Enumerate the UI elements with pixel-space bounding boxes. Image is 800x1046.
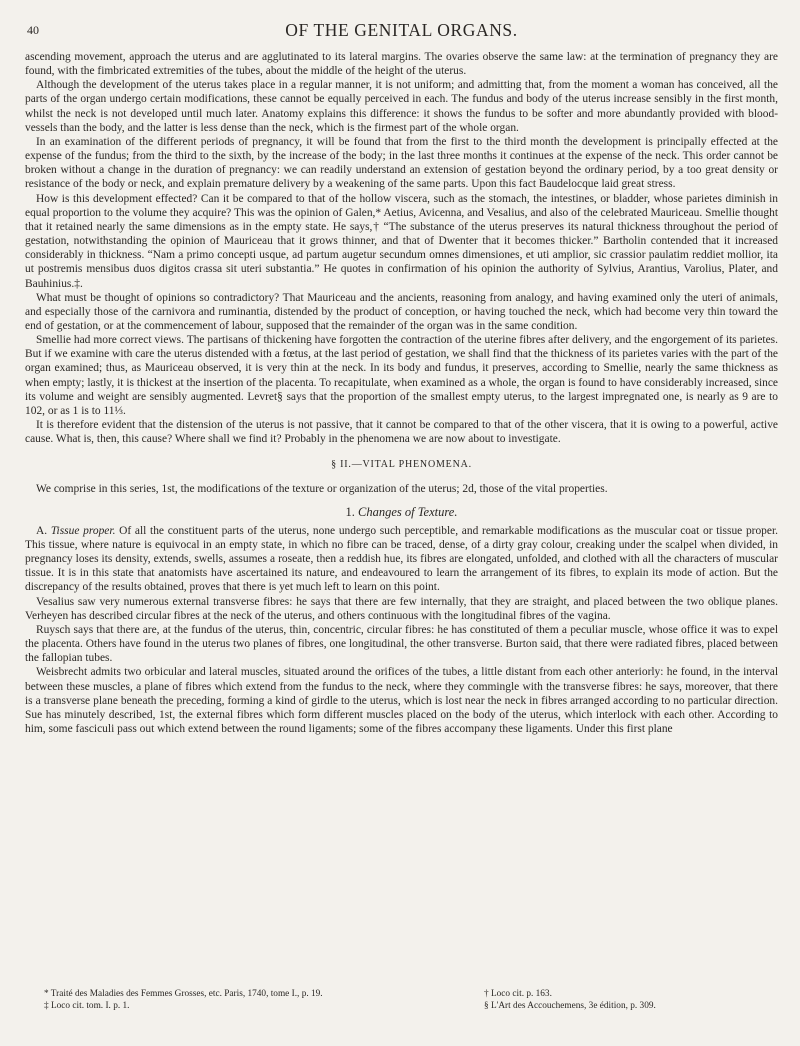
- footnotes: [44, 988, 778, 1012]
- subsection-number: 1.: [345, 504, 355, 519]
- paragraph: [25, 192, 778, 291]
- paragraph-text: Smellie had more correct views. The partisans of thickening have forgotten the contraction of the uterine fibres after delivery, and the engorgement of its parietes. But if we examine with care the uterus distended with a fœtus, at the last period of gestation, we shall find that the thickness of its parietes varies with the part of the organ examined; thus, as Mauriceau observed, it is very thin at the neck. In its body and fundus, it preserves, according to Smellie, nearly the same thickness as when empty; lastly, it is thickest at the insertion of the placenta. To recapitulate, when examined as a whole, the organ is found to have considerably increased, since its volume and weight are sensibly augmented. Levret§ says that the proportion of the smallest empty uterus, to the largest impregnated one, is nearly as 9 are to 102, or as 1 is to 11⅓.: [25, 334, 778, 417]
- footnote: * Traité des Maladies des Femmes Grosses, etc. Paris, 1740, tome I., p. 19.: [44, 989, 323, 999]
- page-number: 40: [27, 23, 39, 37]
- subsection-title: Changes of Texture.: [358, 504, 458, 519]
- footnote: † Loco cit. p. 163.: [484, 989, 552, 999]
- paragraph-text: Ruysch says that there are, at the fundus of the uterus, thin, concentric, circular fibres: he has constituted of them a peculiar muscle, whose office it was to expel the placenta. Others have found in the uterus two planes of fibres, one longitudinal, the other transverse. Burton said, that there were radiated fibres, placed between the fallopian tubes.: [25, 623, 778, 665]
- paragraph-text: It is therefore evident that the distension of the uterus is not passive, that it cannot be compared to that of the other viscera, that it is owing to a powerful, active cause. What is, then, this cause? Where shall we find it? Probably in the phenomena we are now about to investigate.: [25, 419, 778, 446]
- paragraph-text: Although the development of the uterus takes place in a regular manner, it is not uniform; and admitting that, from the moment a woman has conceived, all the parts of the organ undergo certain modifications, these cannot be equally perceived in each. The fundus and body of the uterus increase sensibly in the first month, whilst the neck is not developed until much later. Anatomy explains this difference: it shows the fundus to be softer and more abundantly provided with blood-vessels than the body, and the latter is less dense than the neck, which is the firmest part of the whole organ.: [25, 79, 778, 134]
- paragraph: [25, 333, 778, 418]
- paragraph-text: Vesalius saw very numerous external transverse fibres: he says that there are few internally, that they are straight, and placed between the two oblique planes. Verheyen has described circular fibres at the neck of the uterus, and others continuous with the longitudinal fibres of the vagina.: [25, 595, 778, 622]
- paragraph-group-tissue: [25, 524, 778, 736]
- footnote: ‡ Loco cit. tom. I. p. 1.: [44, 1001, 130, 1011]
- paragraph: [25, 291, 778, 333]
- running-head: OF THE GENITAL ORGANS.: [285, 20, 518, 40]
- paragraph-label: A.: [36, 524, 48, 537]
- paragraph-text: In an examination of the different periods of pregnancy, it will be found that from the first to the third month the development is principally effected at the expense of the fundus; from the third to the sixth, by the increase of the body; in the last three months it continues at the expense of the neck. This order cannot be broken without a change in the duration of pregnancy: we can readily understand an extension of gestation beyond the ordinary period, by a too great density or resistance of the body or neck, and explain premature delivery by a weakening of the same parts. Upon this fact Baudelocque laid great stress.: [25, 135, 778, 191]
- paragraph: [25, 418, 778, 446]
- paragraph: [25, 665, 778, 736]
- paragraph-text: Of all the constituent parts of the uterus, none undergo such perceptible, and remarkable modifications as the muscular coat or tissue proper. This tissue, where nature is equivocal in an empty state, in which no fibre can be traced, dense, of a dirty gray colour, creaking under the scalpel when divided, in pregnancy loses its density, extends, swells, assumes a roseate, then a reddish hue, its fibres are elongated, unfolded, and clothed with all the characters of muscular tissue. It is in this state that anatomists have ascertained its nature, and endeavoured to learn the arrangement of its fibres, to explain its mode of action. But the discrepancy of the results obtained, proves that there is yet much left to learn on this point.: [25, 524, 779, 594]
- body-text: [25, 50, 778, 736]
- paragraph-text: What must be thought of opinions so contradictory? That Mauriceau and the ancients, reasoning from analogy, and having examined only the uteri of animals, and especially those of the carnivora and ruminantia, distended by the product of conception, or having touched the neck, which had become very thin toward the end of gestation, or at the commencement of labour, supposed that the remainder of the organ was in the same condition.: [25, 291, 778, 332]
- section-heading: § II.—VITAL PHENOMENA.: [331, 459, 472, 471]
- paragraph-text: Weisbrecht admits two orbicular and lateral muscles, situated around the orifices of the tubes, a little distant from each other anteriorly: he found, in the interval between these muscles, a plane of fibres which extend from the fundus to the neck, where they commingle with the transverse fibres: he says, moreover, that there is a transverse plane beneath the preceding, forming a kind of girdle to the uterus, which is lost near the neck in fibres arranged according to no particular direction. Sue has minutely described, 1st, the external fibres which form different muscles placed on the body of the uterus, which interlock with each other. According to him, some fasciculi pass out which extend between the round ligaments; some of the fibres accompany these ligaments. Under this first plane: [25, 666, 778, 736]
- page-header: [25, 20, 778, 46]
- paragraph: [25, 524, 778, 595]
- paragraph-text: ascending movement, approach the uterus and are agglutinated to its lateral margins. The ovaries observe the same law: at the termination of pregnancy they are found, with the fimbricated extremities of the tubes, about the middle of the height of the uterus.: [25, 51, 778, 78]
- paragraph-label-title: Tissue proper.: [50, 524, 116, 537]
- paragraph: [25, 78, 778, 135]
- paragraph: [25, 595, 778, 623]
- paragraph: [25, 623, 778, 665]
- paragraph-text: How is this development effected? Can it be compared to that of the hollow viscera, such as the stomach, the intestines, or bladder, whose parietes diminish in equal proportion to the volume they acquire? This was the opinion of Galen,* Aetius, Avicenna, and Vesalius, and also of the celebrated Mauriceau. Smellie thought that it retained nearly the same dimensions as in the empty state. He says,† “The substance of the uterus preserves its natural thickness throughout the period of gestation, notwithstanding the opinion of Mauriceau that it grows thinner, and that of Dwenter that it becomes thicker.” Bartholin contended that it increased considerably in thickness. “Nam a primo concepti usque, ad partum augetur secundum omnes dimensiones, et uti amplior, sic crassior paulatim reddiet mollior, ita ut postremis mensibus duos digitos crassa sit uteri substantia.” He quotes in confirmation of his opinion the authority of Sylvius, Arantius, Varolius, Plater, and Bauhinius.‡.: [25, 192, 778, 290]
- paragraph: [25, 50, 778, 78]
- subsection-heading: [25, 505, 778, 519]
- section-intro-paragraph: We comprise in this series, 1st, the modifications of the texture or organization of the uterus; 2d, those of the vital properties.: [36, 482, 608, 495]
- paragraph: [25, 135, 778, 192]
- paragraph-group-development: [25, 50, 778, 446]
- footnote: § L'Art des Accouchemens, 3e édition, p. 309.: [484, 1001, 656, 1011]
